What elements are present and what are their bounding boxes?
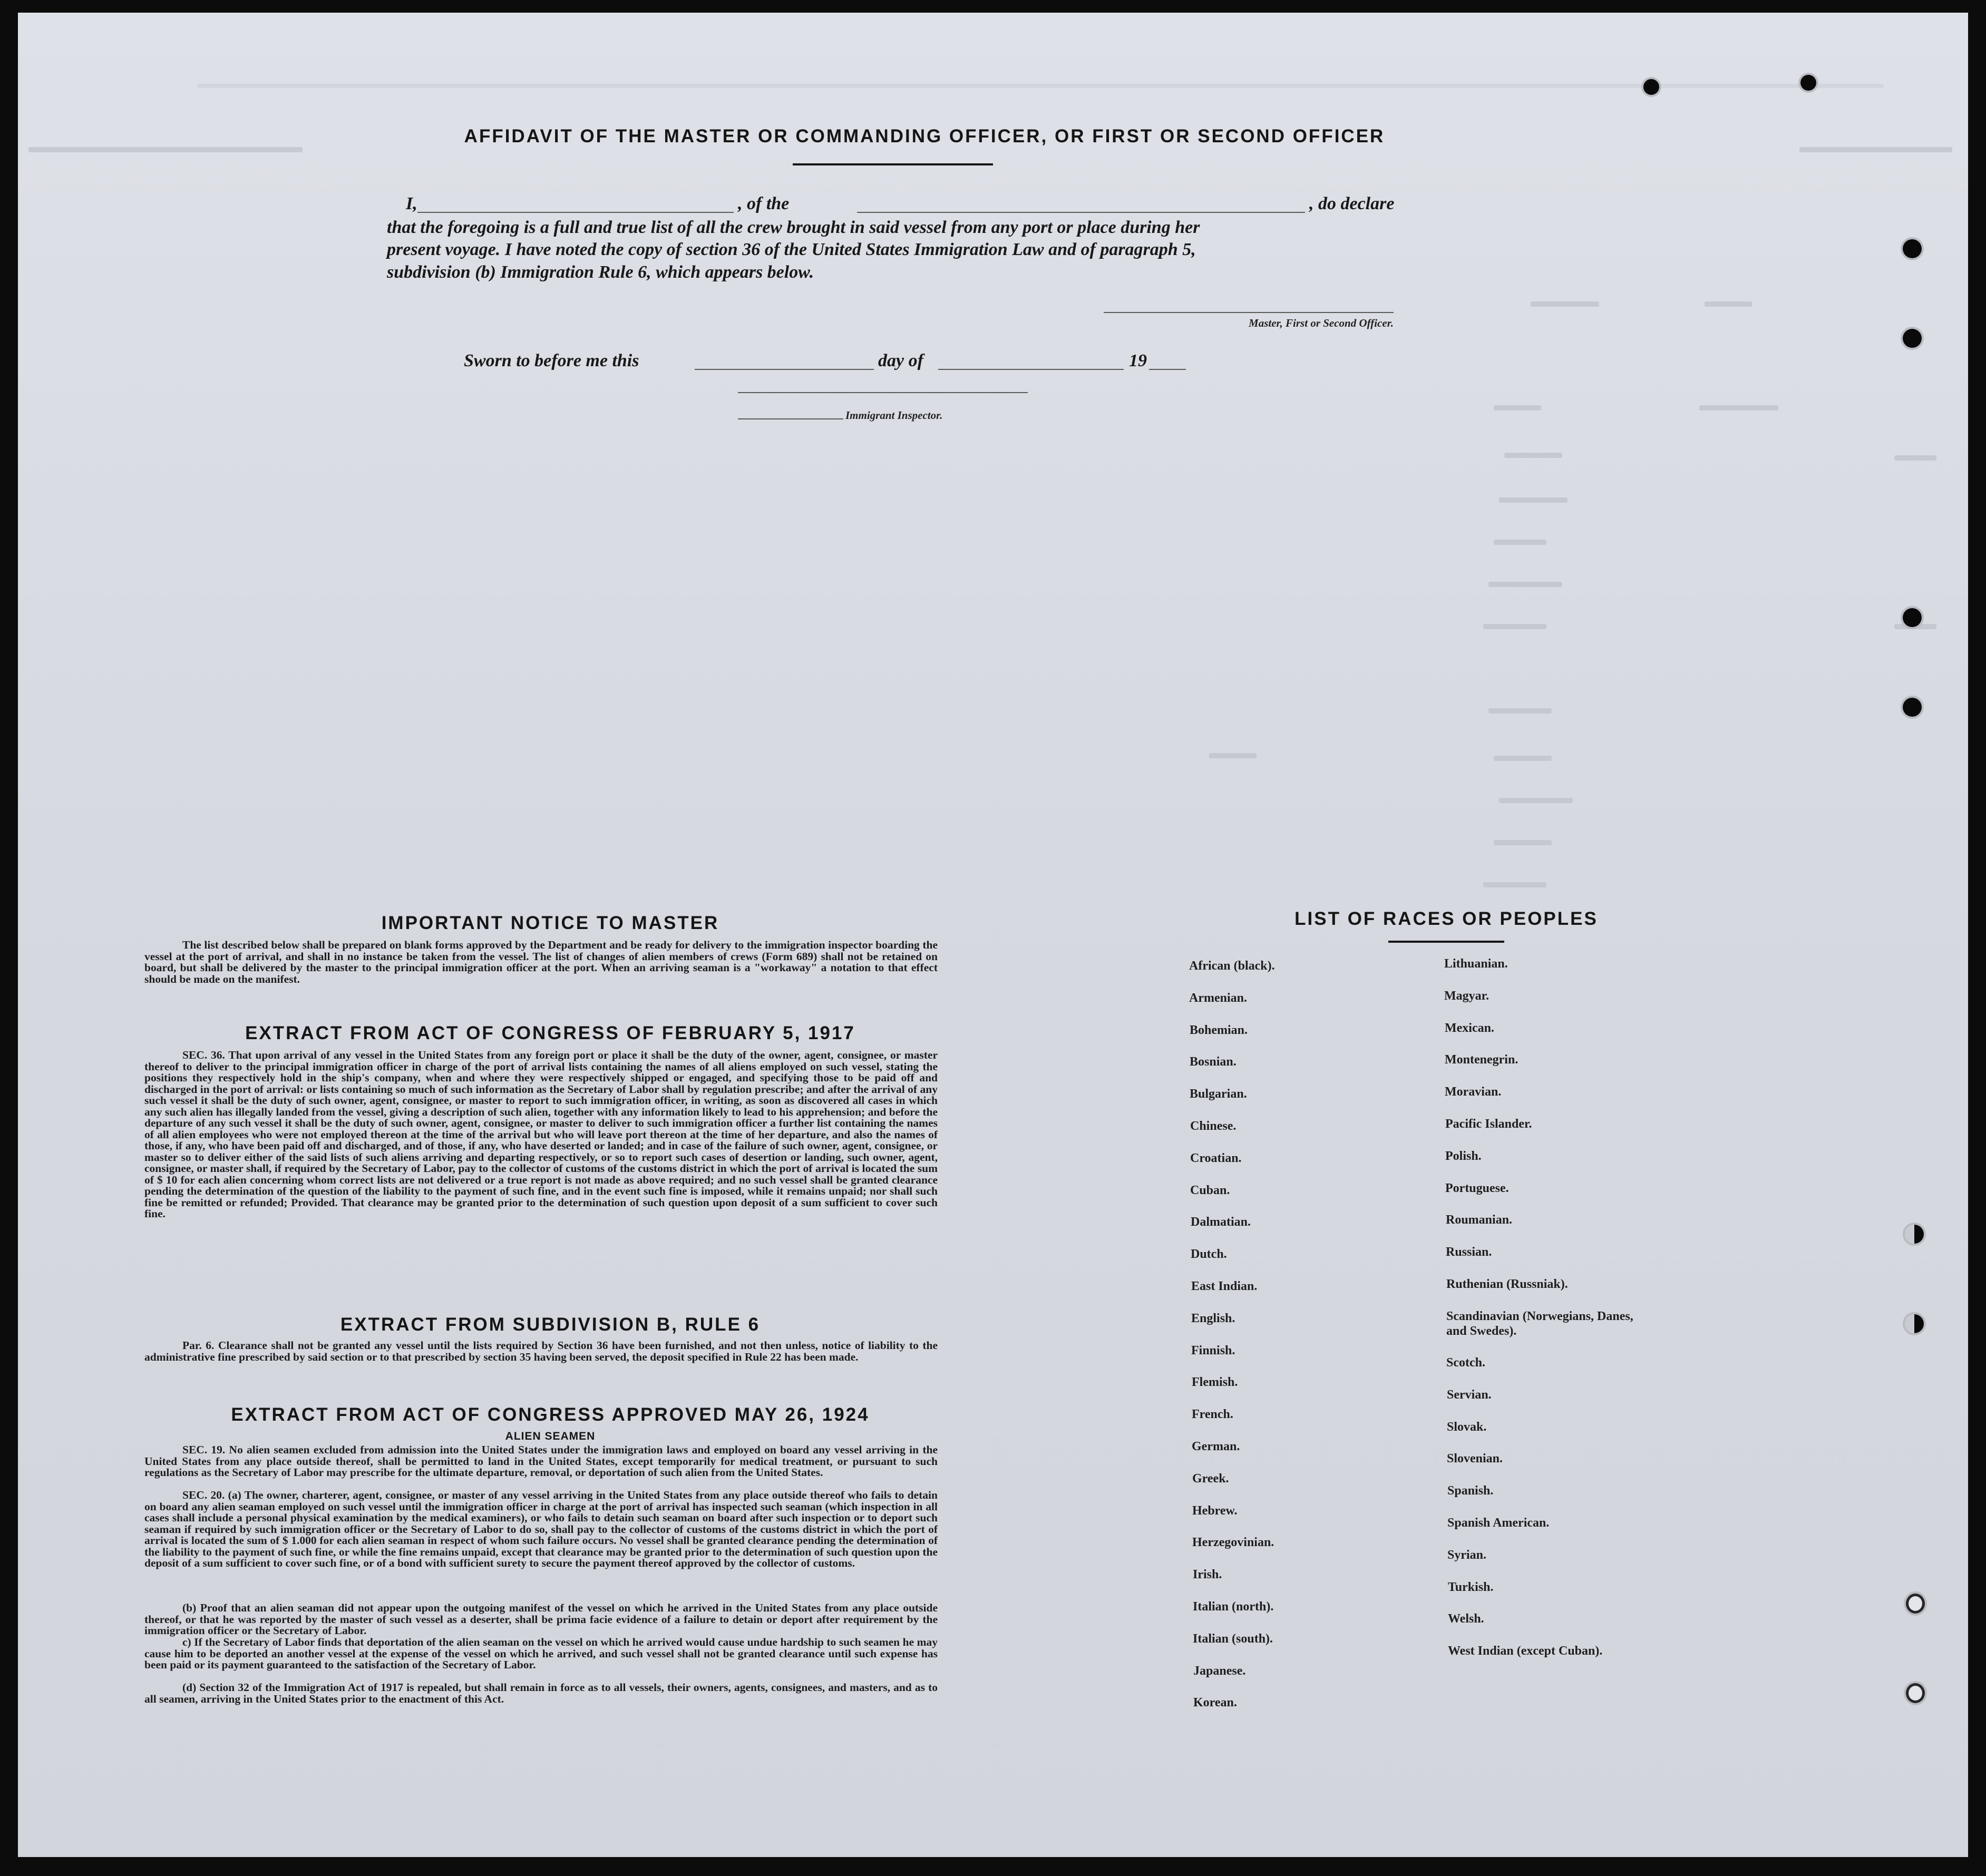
race-item: Moravian. — [1445, 1085, 1502, 1099]
race-item: Bohemian. — [1190, 1023, 1248, 1037]
master-signature-line[interactable] — [1104, 312, 1394, 313]
sworn-line — [464, 350, 1202, 374]
sec20b-text: (b) Proof that an alien seaman did not appear upon the outgoing manifest of the vessel on which he arrived in the United States from any place outside thereof, or that he was reported by the master of such vessel as a deserter, shall be prima facie evidence of a failure to detain or deport after requirement by the immigration officer or the Secretary of Labor. — [144, 1601, 938, 1637]
race-item: Lithuanian. — [1444, 957, 1508, 971]
race-item: Magyar. — [1444, 989, 1490, 1003]
race-item: Mexican. — [1445, 1021, 1494, 1035]
sec20c-text: c) If the Secretary of Labor finds that deportation of the alien seaman on the vessel on which he arrived would cause undue hardship to such seamen he may cause him to be deported an another vessel at the expense of the vessel on which he arrived, and such vessel shall not be granted clearance until such expense has been paid or its payment guaranteed to the satisfaction of the Secretary of Labor. — [144, 1636, 938, 1671]
binder-hole — [1903, 329, 1922, 348]
race-item: Korean. — [1193, 1696, 1237, 1709]
race-item: Flemish. — [1192, 1375, 1238, 1389]
inspector-short-line — [738, 418, 843, 419]
race-item: Croatian. — [1190, 1151, 1242, 1165]
race-item: Servian. — [1447, 1388, 1492, 1402]
affidavit-line-2: that the foregoing is a full and true list of all the crew brought in said vessel from any port or place during her — [387, 218, 1200, 237]
race-item: Irish. — [1193, 1568, 1222, 1581]
notice-title: IMPORTANT NOTICE TO MASTER — [381, 913, 719, 933]
race-item: Italian (south). — [1193, 1632, 1273, 1646]
extract-1917-title: EXTRACT FROM ACT OF CONGRESS OF FEBRUARY 5, 1917 — [245, 1023, 855, 1043]
year-field[interactable] — [1149, 369, 1186, 370]
sec20a-text: SEC. 20. (a) The owner, charterer, agent, consignee, or master of any vessel arriving in the United States from any place outside thereof who fails to detain on board any alien seaman employed on such vessel until the immigration officer in charge at the port of arrival has inspected such seaman (which inspection in all cases shall include a personal physical examination by the medical examiners), or who fails to detain such seaman on board after such inspection or to deport such seaman if required by such immigration officer or the Secretary of Labor to do so, shall pay to the collector of customs of the customs district in which the port of arrival is located the sum of $ 1.000 for each alien seaman in respect of whom such failure occurs. No vessel shall be granted clearance pending the determination of the liability to the payment of such fine, or while the fine remains unpaid, except that clearance may be granted prior to the determination of such question upon the deposit of a sum sufficient to cover such fine, or of a bond with sufficient surety to secure the payment thereof approved by the collector of customs. — [144, 1489, 938, 1569]
sworn-day-field[interactable] — [695, 369, 874, 370]
race-item: Slovak. — [1447, 1420, 1487, 1434]
race-item: Bulgarian. — [1190, 1087, 1247, 1101]
binder-hole — [1903, 608, 1922, 627]
affidavit-line-3: present voyage. I have noted the copy of section 36 of the United States Immigration Law and of paragraph 5, — [387, 240, 1196, 259]
race-item: Japanese. — [1193, 1664, 1246, 1678]
sworn-text: Sworn to before me this — [464, 351, 639, 370]
race-item: Slovenian. — [1447, 1452, 1503, 1465]
race-item: Hebrew. — [1192, 1504, 1238, 1518]
binder-hole — [1905, 1314, 1924, 1333]
race-item: Greek. — [1192, 1472, 1229, 1486]
race-item: Montenegrin. — [1445, 1053, 1518, 1067]
race-item: French. — [1192, 1408, 1233, 1421]
race-item: Italian (north). — [1193, 1600, 1274, 1614]
race-item: Polish. — [1445, 1149, 1482, 1163]
race-item: Turkish. — [1448, 1580, 1494, 1594]
races-title: LIST OF RACES OR PEOPLES — [1294, 908, 1598, 929]
inspector-signature-line[interactable] — [738, 392, 1028, 393]
form-sheet — [18, 13, 1968, 1857]
inspector-caption: Immigrant Inspector. — [845, 409, 943, 422]
races-title-rule — [1388, 941, 1504, 943]
race-item: Herzegovinian. — [1192, 1536, 1274, 1549]
staple-hole — [1800, 75, 1816, 91]
vessel-field[interactable] — [857, 212, 1305, 213]
affidavit-of-the: , of the — [738, 194, 790, 213]
sec20d-text: (d) Section 32 of the Immigration Act of 1917 is repealed, but shall remain in force as to all vessels, their owners, agents, consignees, and masters, and as to all seamen, arriving in the United States prior to the enactment of this Act. — [144, 1681, 938, 1705]
race-item: Scotch. — [1446, 1356, 1485, 1370]
affidavit-line-1 — [406, 193, 1423, 217]
race-item: Armenian. — [1189, 991, 1247, 1005]
binder-hole — [1905, 1225, 1924, 1244]
race-item: Scandinavian (Norwegians, Danes, and Swedes). — [1446, 1310, 1633, 1338]
binder-hole — [1906, 1594, 1925, 1614]
race-item: Portuguese. — [1445, 1181, 1509, 1195]
race-item: East Indian. — [1191, 1279, 1258, 1293]
staple-hole — [1643, 79, 1659, 95]
master-caption: Master, First or Second Officer. — [1249, 317, 1394, 329]
extract-1917-text: SEC. 36. That upon arrival of any vessel in the United States from any foreign port or place it shall be the duty of the owner, agent, consignee, or master thereof to deliver to the principal immigration officer in charge of the port of arrival lists containing the names of all aliens employed on such vessel, stating the positions they respectively hold in the ship's company, when and where they were respectively shipped or engaged, and specifying those to be paid off and discharged in the port of arrival: or lists containing so much of such information as the Secretary of Labor shall by regulation prescribe; and after the arrival of any such vessel it shall be the duty of such owner, agent, consignee, or master to report to such immigration officer, in writing, as soon as discovered all cases in which any such alien has illegally landed from the vessel, giving a description of such alien, together with any information likely to lead to his apprehension; and before the departure of any such vessel it shall be the duty of such owner, agent, consignee, or master to deliver to such immigration officer a further list containing the names of all alien employees who were not employed thereon at the time of the arrival but who will leave port thereon at the time of her departure, and also the names of those, if any, who have been paid off and discharged, and of those, if any, who have deserted or landed; and in case of the failure of such owner, agent, consignee, or master so to deliver either of the said lists of such aliens arriving and departing respectively, or so to report such cases of desertion or landing, such owner, agent, consignee, or master shall, if required by the Secretary of Labor, pay to the collector of customs of the customs district in which the port of arrival is located the sum of $ 10 for each alien concerning whom correct lists are not delivered or a true report is not made as above required; and no such vessel shall be granted clearance pending the determination of the question of the liability to the payment of such fine, and in the event such fine is imposed, while it remains unpaid; nor shall such fine be remitted or refunded; Provided. That clearance may be granted prior to the determination of such question upon deposit of a sum sufficient to cover such fine. — [144, 1049, 938, 1220]
extract-rule6-text: Par. 6. Clearance shall not be granted any vessel until the lists required by Section 36 have been furnished, and not then unless, notice of liability to the administrative fine prescribed by said section or to that prescribed by section 35 having been served, the deposit specified in Rule 22 has been made. — [144, 1339, 938, 1363]
affidavit-do-declare: , do declare — [1309, 194, 1395, 213]
race-item: Finnish. — [1191, 1344, 1235, 1357]
extract-1924-title: EXTRACT FROM ACT OF CONGRESS APPROVED MAY 26, 1924 — [231, 1404, 870, 1425]
race-item: Spanish American. — [1447, 1516, 1550, 1530]
race-item: Ruthenian (Russniak). — [1446, 1277, 1568, 1291]
binder-hole — [1903, 698, 1922, 717]
notice-text: The list described below shall be prepared on blank forms approved by the Department and be ready for delivery to the immigration inspector boarding the vessel at the port of arrival, and shall in no instance be taken from the vessel. The list of changes of alien members of crews (Form 689) shall not be retained on board, but shall be delivered by the master to the principal immigration officer at the port. When an arriving seaman is a "workaway" a notation to that effect should be made on the manifest. — [144, 939, 938, 985]
name-field[interactable] — [417, 212, 734, 213]
affidavit-title: AFFIDAVIT OF THE MASTER OR COMMANDING OFFICER, OR FIRST OR SECOND OFFICER — [464, 126, 1385, 146]
sworn-month-field[interactable] — [938, 369, 1124, 370]
extract-rule6-title: EXTRACT FROM SUBDIVISION B, RULE 6 — [340, 1314, 761, 1335]
alien-seamen-subtitle: ALIEN SEAMEN — [505, 1430, 596, 1442]
race-item: Russian. — [1446, 1245, 1492, 1259]
race-item: German. — [1192, 1440, 1240, 1453]
race-item: West Indian (except Cuban). — [1448, 1644, 1603, 1658]
race-item: English. — [1191, 1312, 1235, 1325]
sec19-text: SEC. 19. No alien seamen excluded from admission into the United States under the immigration laws and employed on board any vessel arriving in the United States from any place outside thereof, shall be permitted to land in the United States, except temporarily for medical treatment, or pursuant to such regulations as the Secretary of Labor may prescribe for the ultimate departure, removal, or deportation of such alien from the United States. — [144, 1443, 938, 1479]
race-item: Roumanian. — [1446, 1213, 1513, 1227]
binder-hole — [1903, 239, 1922, 258]
race-item: Cuban. — [1190, 1184, 1230, 1197]
race-item: African (black). — [1189, 959, 1275, 973]
race-item: Chinese. — [1190, 1119, 1237, 1133]
affidavit-title-rule — [793, 163, 993, 165]
race-item: Bosnian. — [1190, 1055, 1237, 1069]
race-item: Pacific Islander. — [1445, 1117, 1532, 1131]
race-item: Dalmatian. — [1191, 1215, 1251, 1229]
year-prefix: 19 — [1129, 351, 1147, 370]
day-of-text: day of — [878, 351, 923, 370]
race-item: Syrian. — [1447, 1548, 1487, 1562]
race-item: Welsh. — [1448, 1612, 1484, 1626]
affidavit-line-4: subdivision (b) Immigration Rule 6, which appears below. — [387, 262, 814, 282]
race-item: Dutch. — [1191, 1247, 1227, 1261]
affidavit-i: I, — [406, 194, 417, 213]
race-item: Spanish. — [1447, 1484, 1494, 1498]
binder-hole — [1906, 1683, 1925, 1703]
